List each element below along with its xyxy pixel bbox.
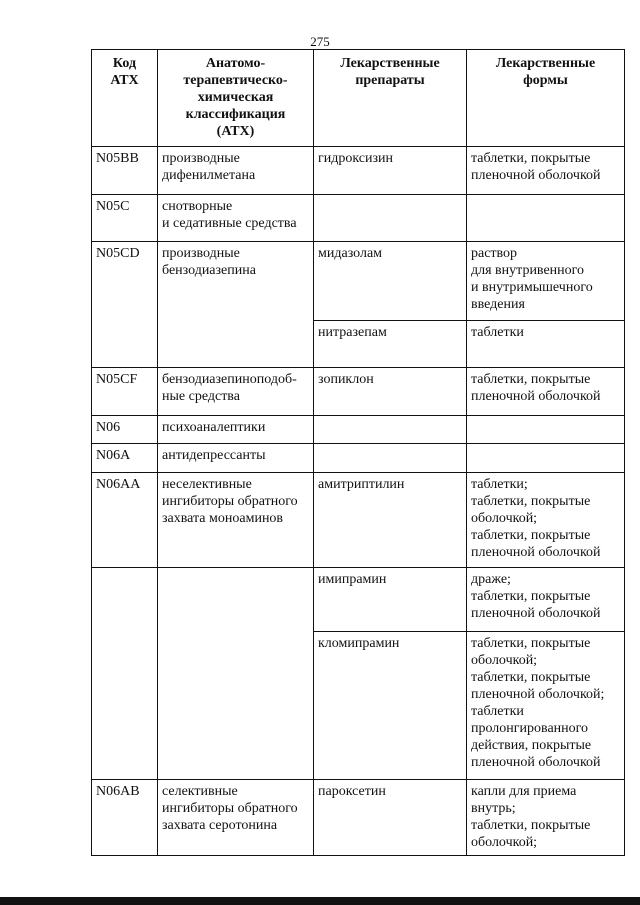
cell-form: капли для приема внутрь; таблетки, покрытые оболочкой; <box>467 780 625 856</box>
cell-form: таблетки; таблетки, покрытые оболочкой; таблетки, покрытые пленочной оболочкой <box>467 473 625 568</box>
cell-drug: кломипрамин <box>314 632 467 780</box>
cell-code <box>92 568 158 780</box>
table-row <box>92 242 625 321</box>
cell-classification <box>158 568 314 780</box>
cell-form: таблетки, покрытые пленочной оболочкой <box>467 368 625 416</box>
cell-form <box>467 195 625 242</box>
cell-classification: психоаналептики <box>158 416 314 444</box>
cell-code: N06A <box>92 444 158 473</box>
cell-drug <box>314 195 467 242</box>
cell-classification: производные бензодиазепина <box>158 242 314 368</box>
cell-drug: зопиклон <box>314 368 467 416</box>
cell-code: N05C <box>92 195 158 242</box>
cell-code: N06AA <box>92 473 158 568</box>
cell-code: N06 <box>92 416 158 444</box>
header-code: Код АТХ <box>92 50 158 147</box>
cell-drug: гидроксизин <box>314 147 467 195</box>
cell-code: N06AB <box>92 780 158 856</box>
table-row <box>92 195 625 242</box>
cell-drug: мидазолам <box>314 242 467 321</box>
cell-form: таблетки, покрытые пленочной оболочкой <box>467 147 625 195</box>
table-row <box>92 473 625 568</box>
cell-classification: снотворные и седативные средства <box>158 195 314 242</box>
cell-classification: неселективные ингибиторы обратного захвата моноаминов <box>158 473 314 568</box>
cell-code: N05BB <box>92 147 158 195</box>
table-row <box>92 444 625 473</box>
cell-classification: производные дифенилметана <box>158 147 314 195</box>
table-row <box>92 780 625 856</box>
scan-bottom-edge <box>0 897 640 905</box>
cell-drug: нитразепам <box>314 321 467 368</box>
table-row <box>92 368 625 416</box>
cell-classification: антидепрессанты <box>158 444 314 473</box>
table-row <box>92 147 625 195</box>
cell-form: таблетки <box>467 321 625 368</box>
cell-drug <box>314 416 467 444</box>
cell-code: N05CD <box>92 242 158 368</box>
cell-classification: бензодиазепиноподоб- ные средства <box>158 368 314 416</box>
cell-form: драже; таблетки, покрытые пленочной оболочкой <box>467 568 625 632</box>
table-header-row <box>92 50 625 147</box>
cell-code: N05CF <box>92 368 158 416</box>
cell-classification: селективные ингибиторы обратного захвата серотонина <box>158 780 314 856</box>
cell-drug <box>314 444 467 473</box>
table-row <box>92 568 625 632</box>
cell-drug: пароксетин <box>314 780 467 856</box>
cell-drug: имипрамин <box>314 568 467 632</box>
cell-form <box>467 416 625 444</box>
atx-table <box>91 49 625 856</box>
header-drugs: Лекарственные препараты <box>314 50 467 147</box>
page-number: 275 <box>310 34 330 49</box>
table-row <box>92 416 625 444</box>
cell-form <box>467 444 625 473</box>
cell-drug: амитриптилин <box>314 473 467 568</box>
cell-form: раствор для внутривенного и внутримышечного введения <box>467 242 625 321</box>
cell-form: таблетки, покрытые оболочкой; таблетки, покрытые пленочной оболочкой; таблетки пролонгированного действия, покрытые пленочной оболочкой <box>467 632 625 780</box>
header-classification: Анатомо- терапевтическо- химическая классификация (АТХ) <box>158 50 314 147</box>
header-forms: Лекарственные формы <box>467 50 625 147</box>
